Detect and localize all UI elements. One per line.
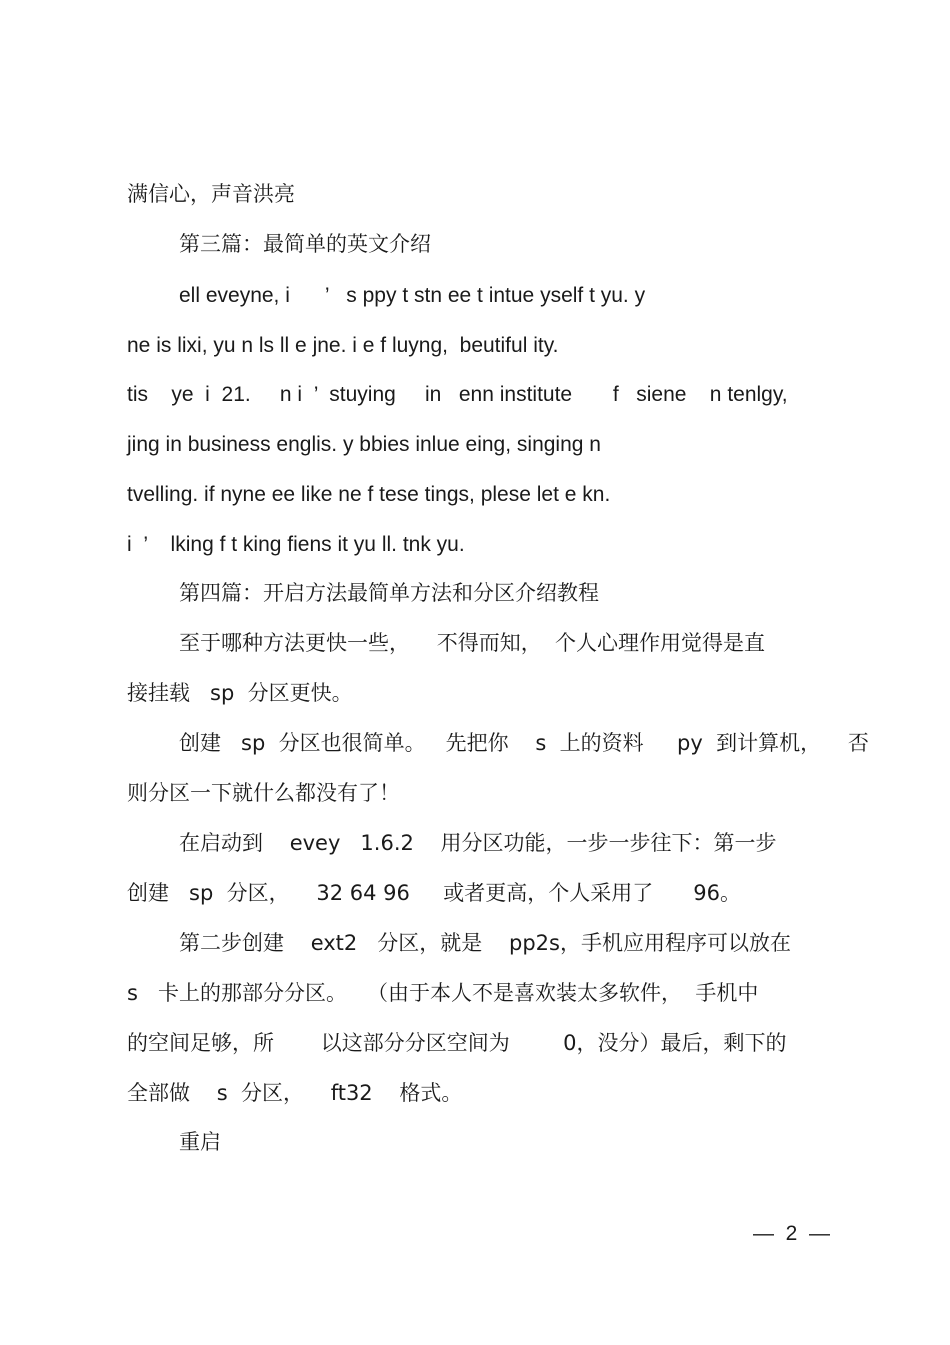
- text-line-18: 的空间足够，所 以这部分分区空间为 0，没分）最后，剩下的: [127, 1031, 787, 1055]
- text-line-10: 至于哪种方法更快一些， 不得而知， 个人心理作用觉得是直: [179, 631, 766, 655]
- text-line-14: 在启动到 evey 1.6.2 用分区功能，一步一步往下：第一步: [179, 831, 777, 855]
- text-line-16: 第二步创建 ext2 分区，就是 pp2s，手机应用程序可以放在: [179, 931, 791, 955]
- text-line-12: 创建 sp 分区也很简单。 先把你 s 上的资料 py 到计算机， 否: [179, 731, 869, 755]
- text-line-7: tvelling. if nyne ee like ne f tese tings, plese let e kn.: [127, 483, 611, 506]
- text-line-1: 满信心，声音洪亮: [127, 182, 295, 206]
- text-line-15: 创建 sp 分区， 32 64 96 或者更高，个人采用了 96。: [127, 881, 742, 905]
- section-heading-4: 第四篇：开启方法最简单方法和分区介绍教程: [179, 581, 599, 605]
- text-line-11: 接挂载 sp 分区更快。: [127, 681, 353, 705]
- text-line-8: i ’ lking f t king fiens it yu ll. tnk yu.: [127, 533, 465, 556]
- text-line-5: tis ye i 21. n i ’ stuying in enn institute f siene n tenlgy,: [127, 383, 788, 406]
- text-line-6: jing in business englis. y bbies inlue eing, singing n: [127, 433, 601, 456]
- text-line-20: 重启: [179, 1130, 221, 1154]
- page-number: — 2 —: [753, 1222, 831, 1245]
- text-line-13: 则分区一下就什么都没有了！: [127, 781, 400, 805]
- text-line-3: ell eveyne, i ’ s ppy t stn ee t intue yself t yu. y: [179, 284, 646, 307]
- text-line-19: 全部做 s 分区， ft32 格式。: [127, 1081, 463, 1105]
- text-line-17: s 卡上的那部分分区。 （由于本人不是喜欢装太多软件， 手机中: [127, 981, 759, 1005]
- text-line-4: ne is lixi, yu n ls ll e jne. i e f luyng, beutiful ity.: [127, 334, 559, 357]
- section-heading-3: 第三篇：最简单的英文介绍: [179, 232, 431, 256]
